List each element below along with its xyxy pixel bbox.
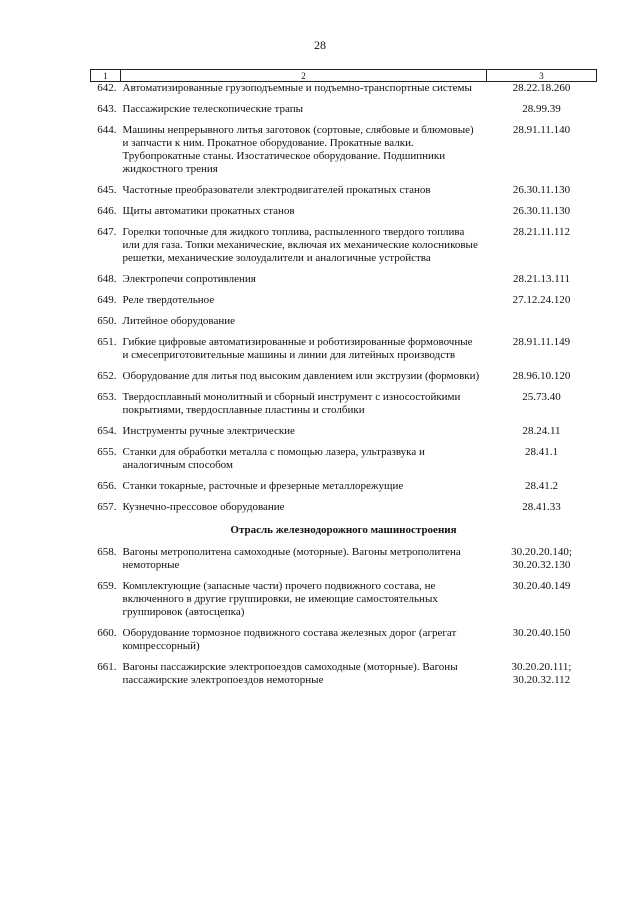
row-code: 28.41.33 [522, 501, 561, 513]
row-name: Реле твердотельное [122, 294, 215, 306]
table-row [91, 425, 597, 446]
row-number: 651. [97, 336, 117, 348]
row-code: 26.30.11.130 [512, 205, 571, 217]
row-code: 30.20.20.111; 30.20.32.112 [511, 661, 572, 686]
row-name: Станки токарные, расточные и фрезерные металлорежущие [122, 480, 404, 492]
row-code: 28.91.11.149 [512, 336, 571, 348]
row-name: Пассажирские телескопические трапы [122, 103, 304, 115]
table-row [91, 661, 597, 695]
row-number: 648. [97, 273, 117, 285]
column-1-number: 1 [91, 70, 121, 82]
row-code: 28.91.11.140 [512, 124, 571, 136]
table-row [91, 294, 597, 315]
row-number: 660. [97, 627, 117, 639]
row-code: 28.21.13.111 [513, 273, 570, 285]
row-code: 28.41.1 [525, 446, 558, 458]
page-number: 28 [314, 38, 326, 52]
row-code: 25.73.40 [522, 391, 561, 403]
section-heading: Отрасль железнодорожного машиностроения [230, 524, 457, 536]
row-name: Щиты автоматики прокатных станов [122, 205, 295, 217]
table-row [91, 103, 597, 124]
row-number: 644. [97, 124, 117, 136]
row-name: Вагоны метрополитена самоходные (моторные). Вагоны метрополитена немоторные [122, 546, 461, 571]
table-row [91, 336, 597, 370]
row-code: 26.30.11.130 [512, 184, 571, 196]
row-code: 27.12.24.120 [512, 294, 571, 306]
row-code: 28.41.2 [525, 480, 558, 492]
row-name: Комплектующие (запасные части) прочего подвижного состава, не включенного в другие группировки, не имеющие самостоятельных группировок (автосцепка) [122, 580, 438, 618]
row-name: Электропечи сопротивления [122, 273, 256, 285]
row-name: Инструменты ручные электрические [122, 425, 295, 437]
row-number: 647. [97, 226, 117, 238]
row-number: 642. [97, 82, 117, 94]
row-number: 646. [97, 205, 117, 217]
table-row [91, 124, 597, 184]
row-name: Оборудование для литья под высоким давлением или экструзии (формовки) [122, 370, 480, 382]
product-list-table [90, 69, 597, 695]
table-row [91, 480, 597, 501]
row-number: 645. [97, 184, 117, 196]
row-name: Оборудование тормозное подвижного состава железных дорог (агрегат компрессорный) [122, 627, 457, 652]
row-code: 30.20.20.140; 30.20.32.130 [511, 546, 572, 571]
table-row [91, 205, 597, 226]
table-row [91, 315, 597, 336]
row-code: 30.20.40.150 [512, 627, 571, 639]
row-name: Станки для обработки металла с помощью лазера, ультразвука и аналогичным способом [122, 446, 425, 471]
row-number: 659. [97, 580, 117, 592]
table-row [91, 273, 597, 294]
row-number: 653. [97, 391, 117, 403]
row-name: Вагоны пассажирские электропоездов самоходные (моторные). Вагоны пассажирские электропоездов немоторные [122, 661, 458, 686]
row-code: 28.99.39 [522, 103, 561, 115]
row-number: 658. [97, 546, 117, 558]
row-name: Частотные преобразователи электродвигателей прокатных станов [122, 184, 431, 196]
row-name: Гибкие цифровые автоматизированные и роботизированные формовочные и смесеприготовительные машины и линии для литейных производств [122, 336, 473, 361]
row-name: Горелки топочные для жидкого топлива, распыленного твердого топлива или для газа. Топки механические, включая их механические колосниковые решетки, механические золоудалители и аналогичные устройства [122, 226, 478, 264]
row-number: 656. [97, 480, 117, 492]
table-row [91, 501, 597, 522]
row-number: 657. [97, 501, 117, 513]
row-code: 30.20.40.149 [512, 580, 571, 592]
column-number-row [91, 70, 597, 82]
row-number: 649. [97, 294, 117, 306]
row-code: 28.24.11 [522, 425, 561, 437]
table-row [91, 82, 597, 104]
table-row [91, 546, 597, 580]
row-code [487, 315, 597, 336]
row-code: 28.22.18.260 [512, 82, 571, 94]
table-row [91, 627, 597, 661]
row-name: Кузнечно-прессовое оборудование [122, 501, 285, 513]
row-name: Твердосплавный монолитный и сборный инструмент с износостойкими покрытиями, твердосплавные пластины и столбики [122, 391, 461, 416]
column-3-number: 3 [487, 70, 597, 82]
section-heading-row [91, 522, 597, 546]
row-code: 28.96.10.120 [512, 370, 571, 382]
row-name: Литейное оборудование [122, 315, 236, 327]
table-row [91, 370, 597, 391]
table-row [91, 184, 597, 205]
table-row [91, 226, 597, 273]
row-number: 650. [97, 315, 117, 327]
row-name: Машины непрерывного литья заготовок (сортовые, слябовые и блюмовые) и запчасти к ним. Прокатное оборудование. Прокатные валки. Трубопрокатные станы. Изостатическое оборудование. Подшипники жидкостного трения [122, 124, 474, 175]
column-2-number: 2 [121, 70, 487, 82]
row-name: Автоматизированные грузоподъемные и подъемно-транспортные системы [122, 82, 472, 94]
table-row [91, 391, 597, 425]
table-header [91, 70, 597, 82]
row-code: 28.21.11.112 [513, 226, 570, 238]
table-row [91, 580, 597, 627]
row-number: 652. [97, 370, 117, 382]
row-number: 643. [97, 103, 117, 115]
table-body [91, 82, 597, 696]
table-row [91, 446, 597, 480]
row-number: 655. [97, 446, 117, 458]
row-number: 654. [97, 425, 117, 437]
row-number: 661. [97, 661, 117, 673]
